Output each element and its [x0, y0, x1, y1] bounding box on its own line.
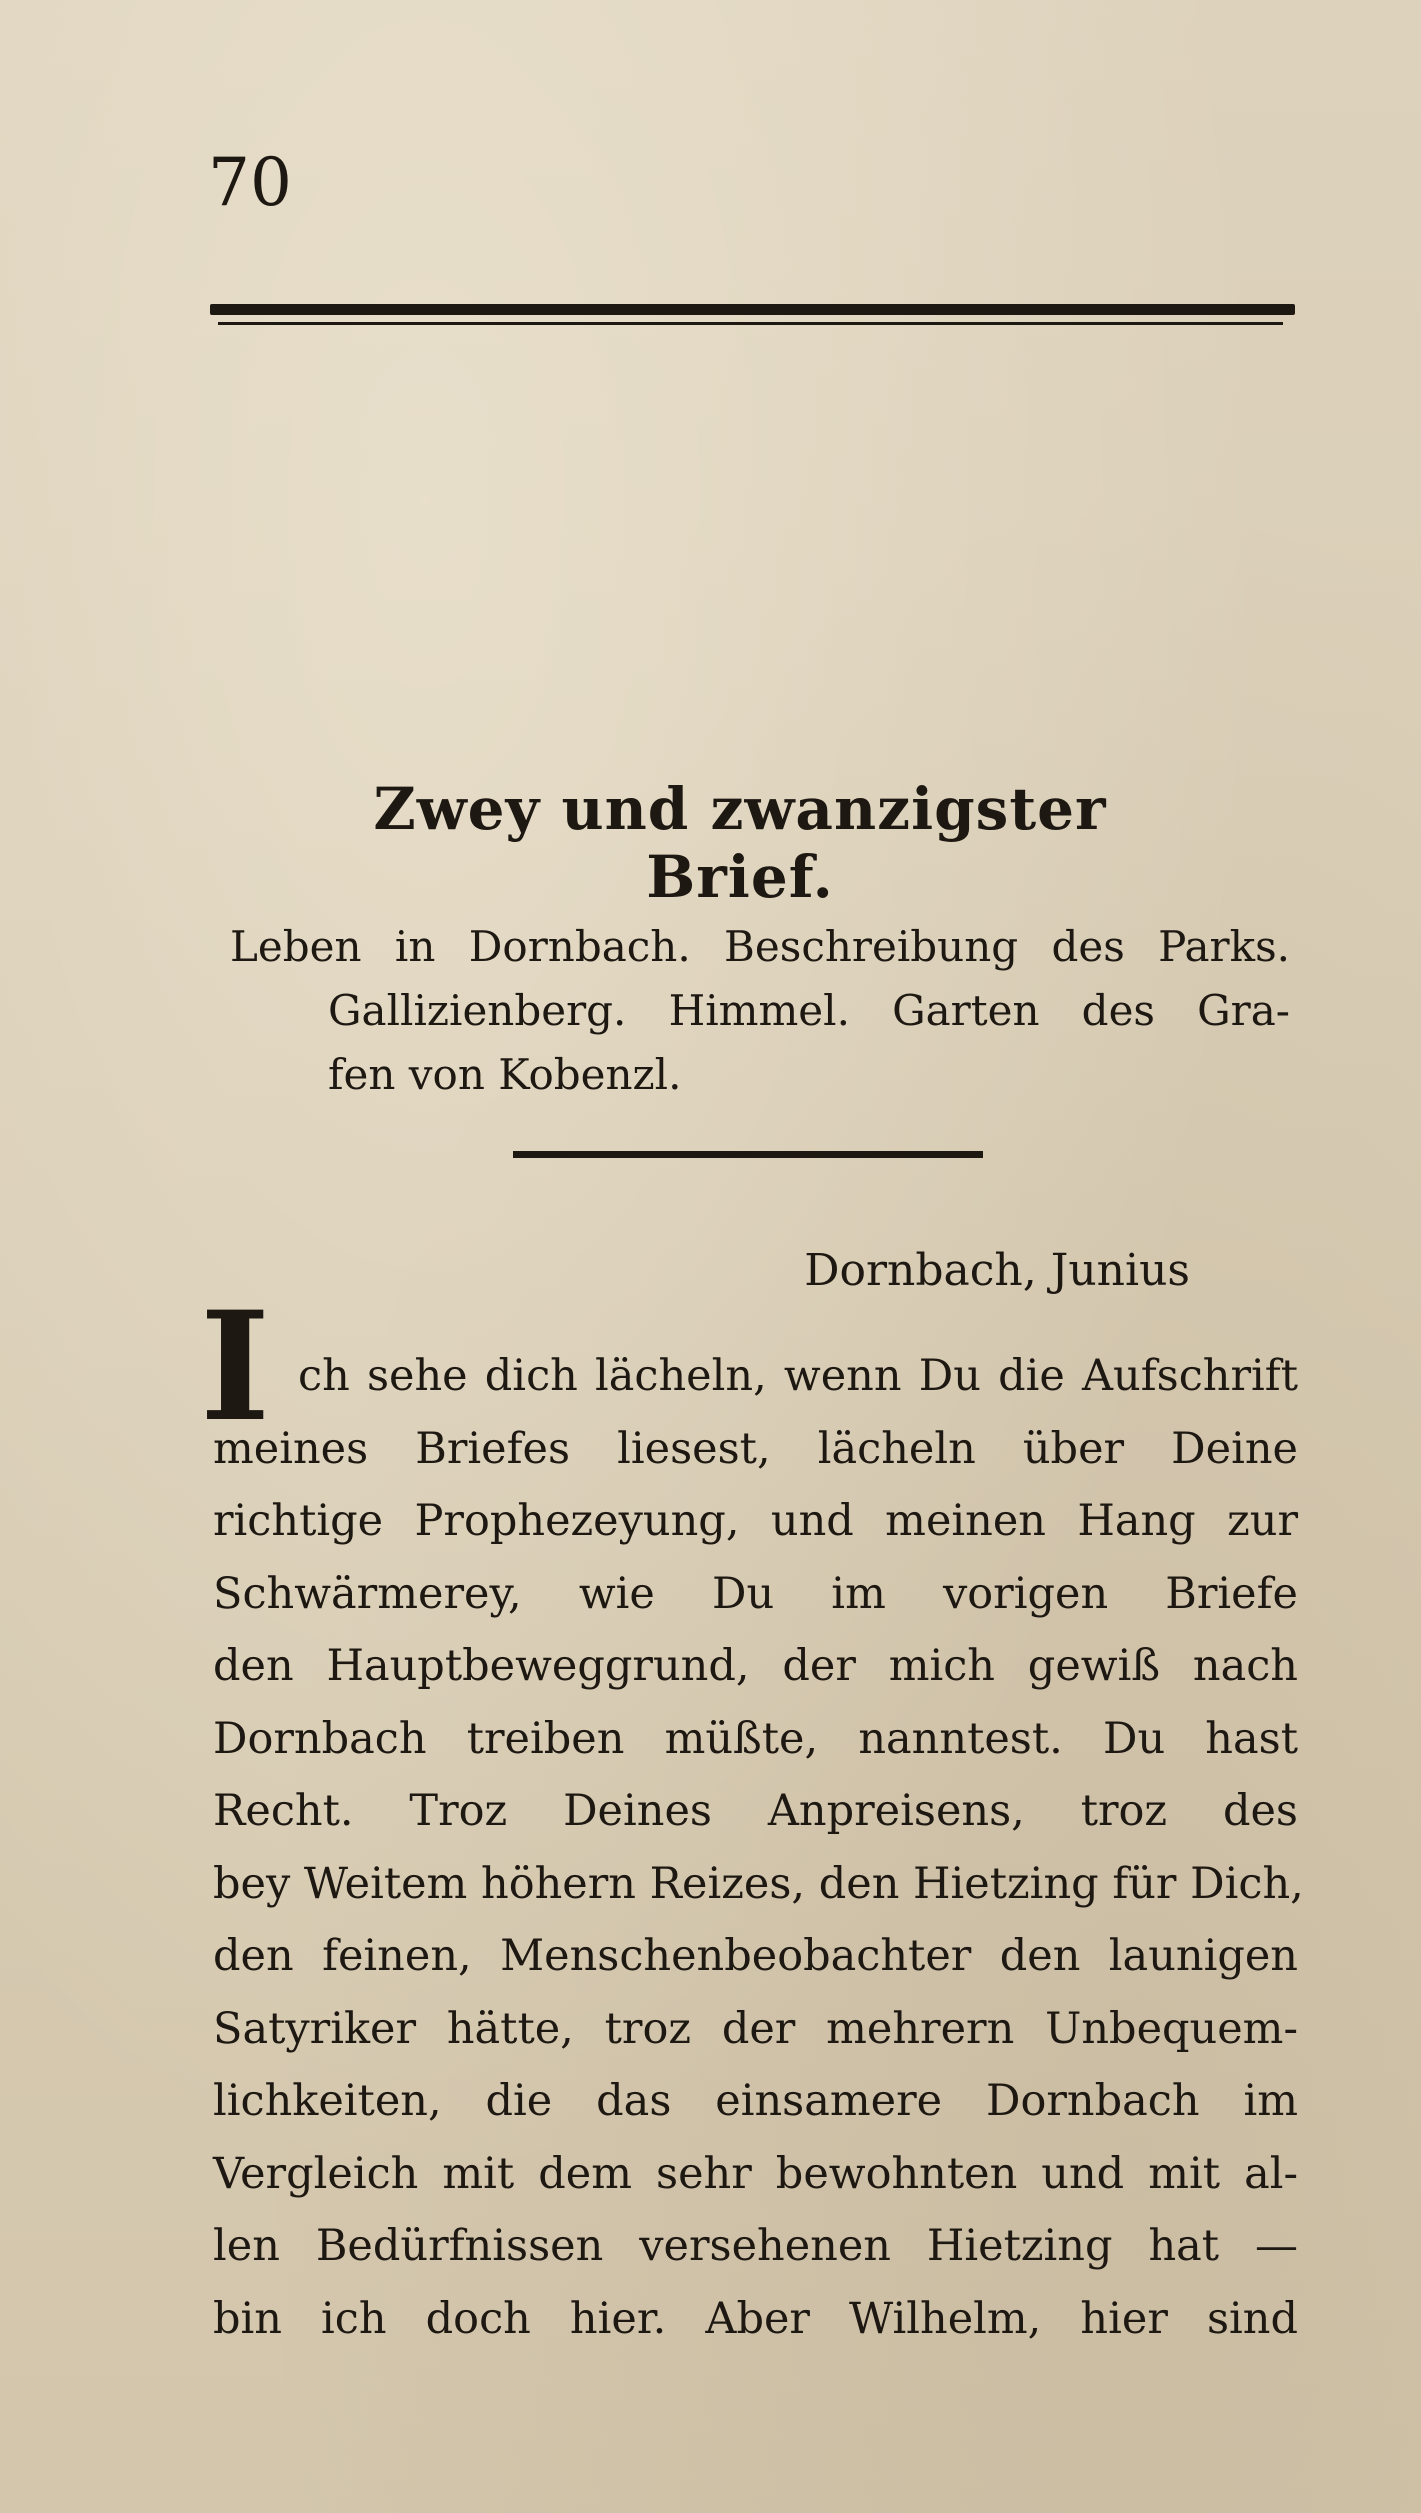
dateline: Dornbach, Junius	[804, 1245, 1190, 1296]
summary-line: Gallizienberg. Himmel. Garten des Gra-	[328, 986, 1290, 1035]
body-text	[213, 1340, 1304, 2355]
text-line: ch sehe dich lächeln, wenn Du die Aufschrift	[298, 1351, 1298, 1401]
text-line: bey Weitem höhern Reizes, den Hietzing für Dich,	[213, 1858, 1304, 1909]
text-line: den feinen, Menschenbeobachter den launigen	[213, 1931, 1298, 1981]
text-line: lichkeiten, die das einsamere Dornbach im	[213, 2076, 1298, 2126]
chapter-summary	[230, 915, 1290, 1107]
text-line: Recht. Troz Deines Anpreisens, troz des	[213, 1786, 1298, 1836]
text-line: Schwärmerey, wie Du im vorigen Briefe	[213, 1568, 1298, 1619]
header-rule-thick	[210, 304, 1295, 315]
text-line: Vergleich mit dem sehr bewohnten und mit al-	[213, 2148, 1298, 2199]
text-line: len Bedürfnissen versehenen Hietzing hat —	[213, 2221, 1298, 2271]
text-line: den Hauptbeweggrund, der mich gewiß nach	[213, 1641, 1298, 1691]
page-number: 70	[208, 144, 292, 221]
header-rule-thin	[218, 322, 1283, 325]
letter-heading: Zwey und zwanzigster Brief.	[373, 775, 1107, 911]
drop-cap: I	[200, 1279, 271, 1455]
text-line: richtige Prophezeyung, und meinen Hang zur	[213, 1496, 1298, 1546]
text-line: Satyriker hätte, troz der mehrern Unbequem-	[213, 2003, 1298, 2054]
text-line: Dornbach treiben müßte, nanntest. Du hast	[213, 1713, 1298, 1764]
header-rule	[210, 302, 1295, 328]
text-line: meines Briefes liesest, lächeln über Deine	[213, 1423, 1298, 1474]
summary-line: Leben in Dornbach. Beschreibung des Parks.	[230, 922, 1290, 971]
summary-line: fen von Kobenzl.	[328, 1050, 682, 1099]
section-divider	[513, 1151, 983, 1158]
text-line: bin ich doch hier. Aber Wilhelm, hier sind	[213, 2293, 1298, 2344]
